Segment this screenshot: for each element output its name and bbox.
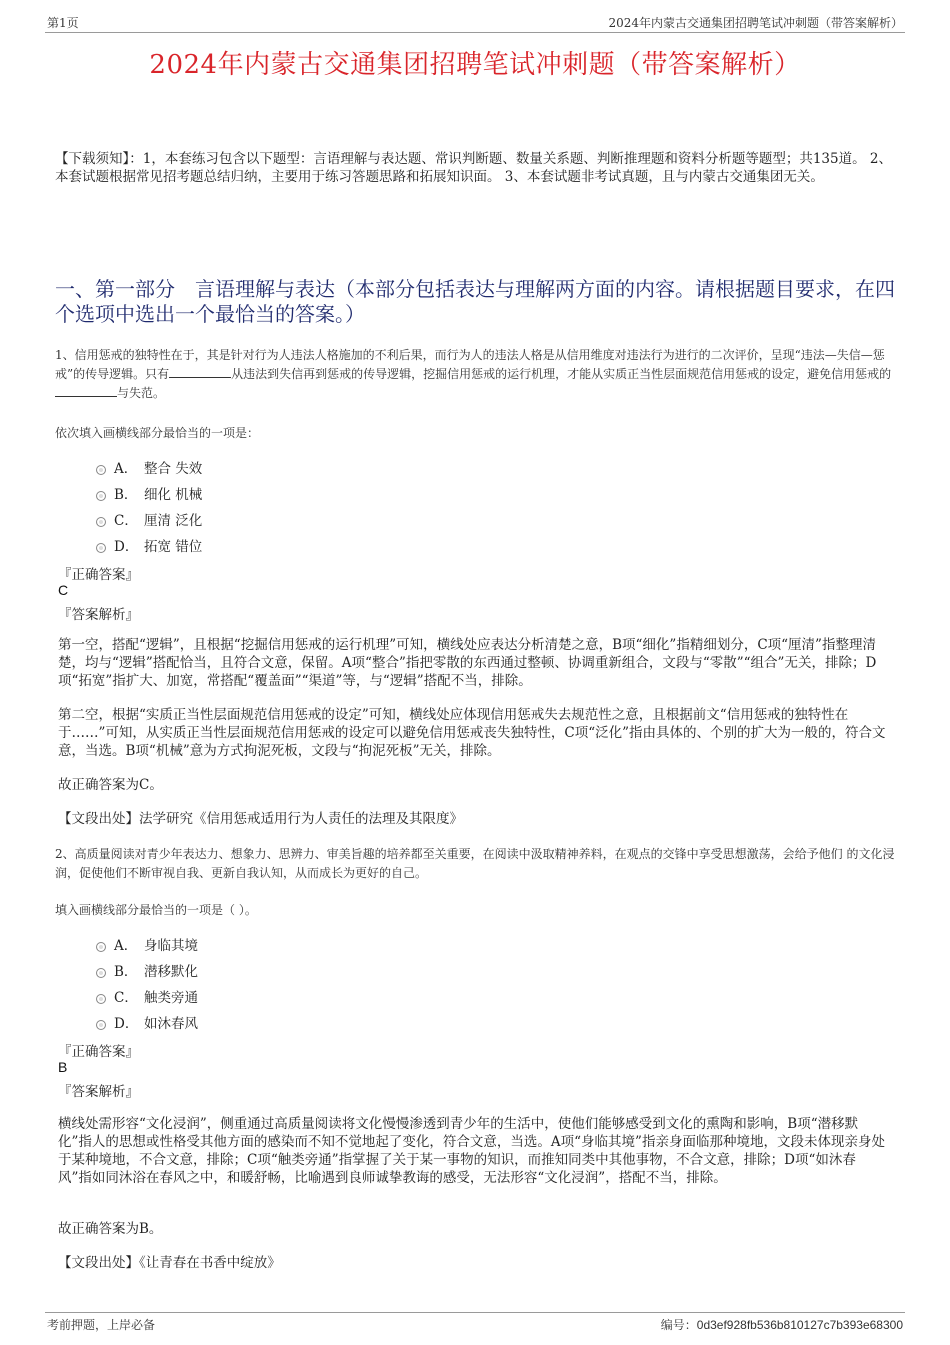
q2-option-d[interactable]: D． 如沐春风 [96,1012,198,1032]
q2-correct-answer-label: 『正确答案』 [58,1044,139,1060]
radio-icon[interactable] [96,968,106,978]
page-number: 第1页 [47,16,79,30]
footer-code: 编号：0d3ef928fb536b810127c7b393e68300 [660,1318,903,1332]
q2-option-a[interactable]: A． 身临其境 [96,934,198,954]
q1-correct-answer: C [58,582,69,598]
q2-conclusion: 故正确答案为B。 [58,1221,163,1237]
radio-icon[interactable] [96,491,106,501]
q1-prompt: 依次填入画横线部分最恰当的一项是： [55,426,260,440]
q2-analysis-label: 『答案解析』 [58,1084,139,1100]
blank-1 [169,365,231,378]
q1-stem: 1、信用惩戒的独特性在于，其是针对行为人违法人格施加的不利后果，而行为人的违法人格是从信用维度对违法行为进行的二次评价，呈现“违法—失信—惩戒”的传导逻辑。只有 从违法到失信再到惩戒的传导逻辑，挖掘信用惩戒的运行机理，才能从实质正当性层面规范信用惩戒的设定，避免信用惩戒的与失范。 [55,348,892,400]
q2-analysis: 横线处需形容“文化浸润”，侧重通过高质量阅读将文化慢慢渗透到青少年的生活中，使他们能够感受到文化的熏陶和影响，B项“潜移默化”指人的思想或性格受其他方面的感染而不知不觉地起了变化，符合文意，当选。A项“身临其境”指亲身面临那种境地，文段未体现亲身处于某种境地，不合文意，排除；C项“触类旁通”指掌握了关于某一事物的知识，而推知同类中其他事物，不合文意，排除；D项“如沐春风”指如同沐浴在春风之中，和暖舒畅，比喻遇到良师诚挚教诲的感受，无法形容“文化浸润”，搭配不当，排除。 [58,1116,885,1186]
q2-stem: 2、高质量阅读对青少年表达力、想象力、思辨力、审美旨趣的培养都至关重要，在阅读中汲取精神养料，在观点的交锋中享受思想激荡，会给予他们 的文化浸润，促使他们不断审视自我、更新自我认知，从而成长为更好的自己。 [55,847,895,880]
page-title: 2024年内蒙古交通集团招聘笔试冲刺题（带答案解析） [149,50,801,80]
section-heading: 一、第一部分 言语理解与表达（本部分包括表达与理解两方面的内容。请根据题目要求，在四个选项中选出一个最恰当的答案。） [55,277,895,326]
q1-option-b[interactable]: B． 细化 机械 [96,483,202,503]
q2-source: 【文段出处】《让青春在书香中绽放》 [58,1255,281,1271]
q2-correct-answer: B [58,1059,68,1075]
q1-conclusion: 故正确答案为C。 [58,777,163,793]
q1-option-d[interactable]: D． 拓宽 错位 [96,535,202,555]
radio-icon[interactable] [96,1020,106,1030]
page-footer [45,1312,905,1333]
q2-option-b[interactable]: B． 潜移默化 [96,960,198,980]
radio-icon[interactable] [96,942,106,952]
radio-icon[interactable] [96,543,106,553]
radio-icon[interactable] [96,994,106,1004]
blank-2 [55,384,117,397]
q2-prompt: 填入画横线部分最恰当的一项是（ ）。 [55,903,257,917]
page-header [45,12,905,33]
q1-analysis-1: 第一空，搭配“逻辑”，且根据“挖掘信用惩戒的运行机理”可知，横线处应表达分析清楚之意，B项“细化”指精细划分，C项“厘清”指整理清楚，均与“逻辑”搭配恰当，且符合文意，保留。A项“整合”指把零散的东西通过整顿、协调重新组合，文段与“零散”“组合”无关，排除；D项“拓宽”指扩大、加宽，常搭配“覆盖面”“渠道”等，与“逻辑”搭配不当，排除。 [58,637,877,689]
header-doc-title: 2024年内蒙古交通集团招聘笔试冲刺题（带答案解析） [608,16,903,30]
radio-icon[interactable] [96,517,106,527]
radio-icon[interactable] [96,465,106,475]
footer-slogan: 考前押题，上岸必备 [47,1318,156,1332]
q2-option-c[interactable]: C． 触类旁通 [96,986,198,1006]
q1-option-a[interactable]: A． 整合 失效 [96,457,202,477]
q1-source: 【文段出处】法学研究《信用惩戒适用行为人责任的法理及其限度》 [58,811,463,827]
q1-option-c[interactable]: C． 厘清 泛化 [96,509,202,529]
q1-analysis-2: 第二空，根据“实质正当性层面规范信用惩戒的设定”可知，横线处应体现信用惩戒失去规范性之意，且根据前文“信用惩戒的独特性在于……”可知，从实质正当性层面规范信用惩戒的设定可以避免信用惩戒丧失独特性，C项“泛化”指由具体的、个别的扩大为一般的，符合文意，当选。B项“机械”意为方式拘泥死板，文段与“拘泥死板”无关，排除。 [58,707,886,759]
download-notice: 【下载须知】：1，本套练习包含以下题型：言语理解与表达题、常识判断题、数量关系题、判断推理题和资料分析题等题型；共135道。 2、本套试题根据常见招考题总结归纳，主要用于练习答题思路和拓展知识面。 3、本套试题非考试真题，且与内蒙古交通集团无关。 [55,151,892,185]
q1-analysis-label: 『答案解析』 [58,607,139,623]
q1-correct-answer-label: 『正确答案』 [58,567,139,583]
